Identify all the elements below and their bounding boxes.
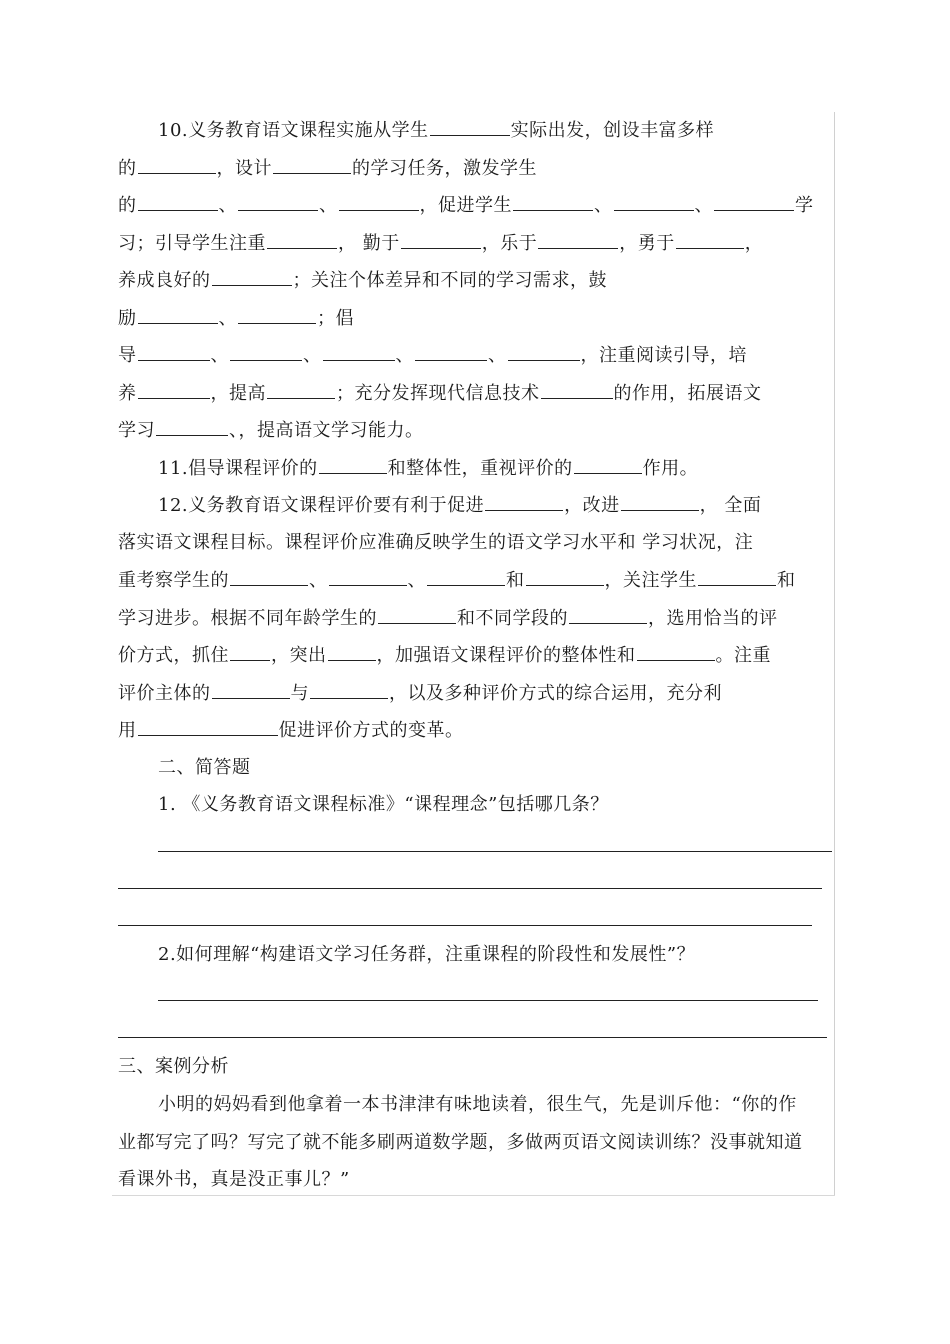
answer-line[interactable] [118, 888, 822, 889]
q10-text: 的 [118, 158, 137, 179]
fill-blank[interactable] [212, 681, 290, 699]
q12-text: 与 [290, 683, 309, 704]
q10-text: ；充分发挥现代信息技术 [336, 383, 540, 404]
fill-blank[interactable] [508, 343, 580, 361]
fill-blank[interactable] [378, 606, 456, 624]
fill-blank[interactable] [138, 306, 218, 324]
q10-text: 习；引导学生注重 [118, 233, 266, 254]
fill-blank[interactable] [230, 568, 308, 586]
q10-text: ；倡 [317, 308, 354, 329]
q10-text: 养 [118, 383, 137, 404]
fill-blank[interactable] [427, 568, 505, 586]
q10-text: 、 [488, 345, 507, 366]
q12-text: 落实语文课程目标。课程评价应准确反映学生的语文学习水平和 学习状况，注 [118, 532, 754, 553]
fill-blank[interactable] [319, 456, 387, 474]
q12-text: ，改进 [564, 495, 620, 516]
q10-text: 、 [218, 308, 237, 329]
q12-text: 学习进步。根据不同年龄学生的 [118, 608, 377, 629]
q10-text: 、 [694, 195, 713, 216]
fill-blank[interactable] [238, 306, 316, 324]
q12-text: ，以及多种评价方式的综合运用，充分利 [389, 683, 722, 704]
q10-text: 实际出发，创设丰富多样 [510, 120, 715, 141]
q10-text: 10.义务教育语文课程实施从学生 [158, 120, 429, 141]
q12-text: 、 [309, 570, 328, 591]
q10-text: ；关注个体差异和不同的学习需求，鼓 [292, 270, 607, 291]
fill-blank[interactable] [614, 193, 694, 211]
fill-blank[interactable] [156, 418, 228, 436]
fill-blank[interactable] [267, 381, 335, 399]
q10-text: ，设计 [216, 158, 272, 179]
q10-text: 、，提高语文学习能力。 [229, 420, 424, 441]
q12-text: 12.义务教育语文课程评价要有利于促进 [158, 495, 485, 516]
fill-blank[interactable] [430, 118, 510, 136]
fill-blank[interactable] [323, 343, 395, 361]
fill-blank[interactable] [238, 193, 318, 211]
case-paragraph-line: 业都写完了吗？写完了就不能多刷两道数学题，多做两页语文阅读训练？没事就知道 [118, 1132, 803, 1153]
q10-text: 励 [118, 308, 137, 329]
q10-text: 导 [118, 345, 137, 366]
fill-blank[interactable] [230, 343, 302, 361]
q10-text: 学 [795, 195, 814, 216]
q10-line-6 [118, 306, 354, 331]
fill-blank[interactable] [485, 493, 563, 511]
q11-text: 11.倡导课程评价的 [158, 458, 318, 479]
q10-line-4 [118, 231, 763, 256]
fill-blank[interactable] [267, 231, 337, 249]
q10-text: ，提高 [210, 383, 266, 404]
q12-line-3 [118, 568, 796, 593]
q12-text: ，加强语文课程评价的整体性和 [376, 645, 636, 666]
fill-blank[interactable] [328, 643, 376, 661]
fill-blank[interactable] [574, 456, 642, 474]
q10-text: 的作用，拓展语文 [613, 383, 762, 404]
q12-text: 。注重 [715, 645, 771, 666]
fill-blank[interactable] [637, 643, 715, 661]
q12-text: 、 [407, 570, 426, 591]
q10-line-9 [118, 418, 424, 443]
q10-line-1 [158, 118, 714, 143]
q12-text: 重考察学生的 [118, 570, 229, 591]
fill-blank[interactable] [138, 156, 216, 174]
fill-blank[interactable] [513, 193, 593, 211]
fill-blank[interactable] [698, 568, 776, 586]
q12-line-2 [118, 531, 753, 555]
fill-blank[interactable] [138, 193, 218, 211]
fill-blank[interactable] [273, 156, 351, 174]
q10-text: 的 [118, 195, 137, 216]
q12-line-1 [158, 493, 761, 518]
q12-line-4 [118, 606, 778, 631]
fill-blank[interactable] [541, 381, 613, 399]
q10-line-5 [118, 268, 607, 293]
fill-blank[interactable] [212, 268, 292, 286]
q10-line-3 [118, 193, 814, 218]
answer-line[interactable] [118, 1037, 827, 1038]
q12-text: 促进评价方式的变革。 [278, 720, 464, 741]
q10-text: 、 [218, 195, 237, 216]
q12-text: ，选用恰当的评 [648, 608, 778, 629]
fill-blank[interactable] [526, 568, 604, 586]
fill-blank[interactable] [714, 193, 794, 211]
page-border-right [834, 112, 835, 1196]
q10-text: 的学习任务，激发学生 [352, 158, 537, 179]
section-2-title: 二、简答题 [158, 757, 251, 778]
q10-line-8 [118, 381, 762, 406]
q12-text: 和不同学段的 [457, 608, 568, 629]
q12-text: ，关注学生 [604, 570, 697, 591]
q12-text: ，突出 [271, 645, 327, 666]
q12-text: 价方式，抓住 [118, 645, 229, 666]
fill-blank[interactable] [138, 381, 210, 399]
fill-blank[interactable] [538, 231, 618, 249]
fill-blank[interactable] [310, 681, 388, 699]
q10-text: 、 [395, 345, 414, 366]
short-answer-q2: 2.如何理解“构建语文学习任务群，注重课程的阶段性和发展性”？ [158, 944, 696, 965]
q12-line-6 [118, 681, 722, 706]
q10-text: 学习 [118, 420, 155, 441]
q10-text: 、 [594, 195, 613, 216]
case-paragraph-line: 看课外书，真是没正事儿？” [118, 1169, 350, 1190]
q10-text: ， 勤于 [338, 233, 400, 254]
fill-blank[interactable] [230, 643, 270, 661]
q10-text: ，勇于 [619, 233, 675, 254]
q12-text: ， 全面 [699, 495, 762, 516]
q11-text: 作用。 [642, 458, 699, 479]
q10-text: ，注重阅读引导，培 [580, 345, 747, 366]
q11-text: 和整体性，重视评价的 [387, 458, 573, 479]
q10-text: ，促进学生 [419, 195, 512, 216]
q10-text: ， [744, 233, 764, 254]
q11-line [158, 456, 698, 481]
fill-blank[interactable] [676, 231, 744, 249]
answer-line[interactable] [158, 1000, 818, 1001]
q10-text: 、 [210, 345, 229, 366]
q10-text: ，乐于 [481, 233, 538, 254]
fill-blank[interactable] [339, 193, 419, 211]
fill-blank[interactable] [138, 718, 278, 736]
q10-line-2 [118, 156, 537, 181]
q10-text: 、 [303, 345, 322, 366]
fill-blank[interactable] [401, 231, 481, 249]
short-answer-q1: 1. 《义务教育语文课程标准》“课程理念”包括哪几条？ [158, 794, 609, 815]
q12-line-7 [118, 718, 464, 743]
answer-line[interactable] [158, 851, 832, 852]
answer-line[interactable] [118, 925, 812, 926]
fill-blank[interactable] [138, 343, 210, 361]
fill-blank[interactable] [329, 568, 407, 586]
q12-text: 和 [777, 570, 796, 591]
q12-text: 评价主体的 [118, 683, 211, 704]
q10-text: 养成良好的 [118, 270, 211, 291]
fill-blank[interactable] [415, 343, 487, 361]
fill-blank[interactable] [569, 606, 647, 624]
q10-text: 、 [319, 195, 338, 216]
case-paragraph-line: 小明的妈妈看到他拿着一本书津津有味地读着，很生气，先是训斥他：“你的作 [158, 1094, 797, 1115]
q10-line-7 [118, 343, 747, 368]
page-border-bottom [112, 1195, 835, 1196]
section-3-title: 三、案例分析 [118, 1056, 229, 1077]
q12-line-5 [118, 643, 771, 668]
q12-text: 和 [506, 570, 525, 591]
q12-text: 用 [118, 720, 137, 741]
fill-blank[interactable] [621, 493, 699, 511]
